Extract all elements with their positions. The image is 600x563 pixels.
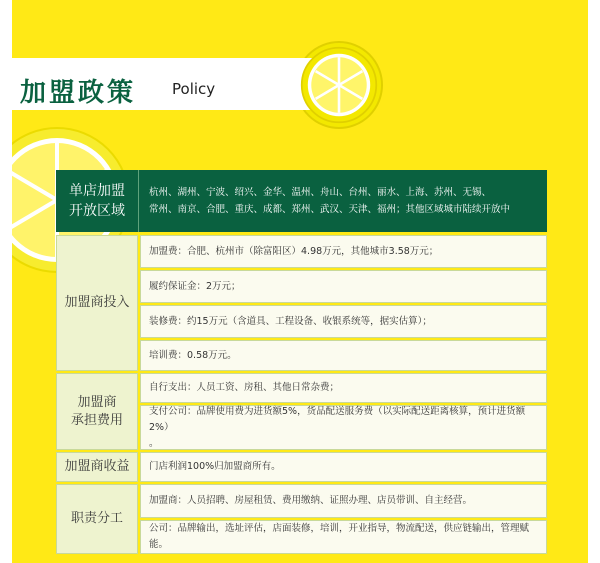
group-investment	[56, 235, 547, 371]
table-row: 公司：品牌输出，选址评估，店面装修，培训，开业指导，物流配送，供应链输出，管理赋能。	[140, 520, 547, 554]
group-income	[56, 452, 547, 482]
group-label-text: 加盟商收益	[64, 459, 130, 474]
group-label	[56, 373, 138, 450]
table-row: 门店利润100%归加盟商所有。	[140, 452, 547, 482]
group-label-text: 加盟商投入	[64, 295, 130, 310]
group-label-text: 承担费用	[70, 412, 123, 428]
table-row: 履约保证金：2万元；	[140, 270, 547, 303]
row-text: 支付公司：品牌使用费为进货额5%，货品配送服务费（以实际配送距离核算，预计进货额2%）	[149, 405, 526, 433]
table-row: 培训费：0.58万元。	[140, 340, 547, 371]
open-region-block	[56, 170, 547, 232]
open-region-cities	[138, 170, 547, 232]
open-region-label-line1: 单店加盟	[69, 183, 125, 199]
group-label	[56, 452, 138, 482]
group-responsibilities	[56, 484, 547, 554]
group-label-text: 职责分工	[70, 511, 123, 526]
table-row	[140, 405, 547, 450]
cities-line2: 常州、南京、合肥、重庆、成都、郑州、武汉、天津、福州；其他区域城市陆续开放中	[149, 204, 511, 215]
open-region-label-line2: 开放区域	[69, 203, 125, 219]
table-row: 加盟商：人员招聘、房屋租赁、费用缴纳、证照办理、店员带训、自主经营。	[140, 484, 547, 518]
open-region-label	[56, 170, 138, 232]
page-subtitle: Policy	[172, 80, 216, 98]
table-row: 装修费：约15万元（含道具、工程设备、收银系统等，据实估算）；	[140, 305, 547, 338]
policy-table	[56, 235, 547, 556]
table-row: 自行支出：人员工资、房租、其他日常杂费；	[140, 373, 547, 403]
group-expenses	[56, 373, 547, 450]
cities-line1: 杭州、湖州、宁波、绍兴、金华、温州、舟山、台州、丽水、上海、苏州、无锡、	[149, 187, 492, 198]
page-title: 加盟政策	[20, 78, 137, 108]
group-label	[56, 235, 138, 371]
table-row: 加盟费：合肥、杭州市（除富阳区）4.98万元，其他城市3.58万元；	[140, 235, 547, 268]
group-label	[56, 484, 138, 554]
lemon-slice-overlay-icon	[300, 46, 378, 124]
row-text: 。	[149, 437, 159, 449]
group-label-text: 加盟商	[77, 394, 117, 410]
